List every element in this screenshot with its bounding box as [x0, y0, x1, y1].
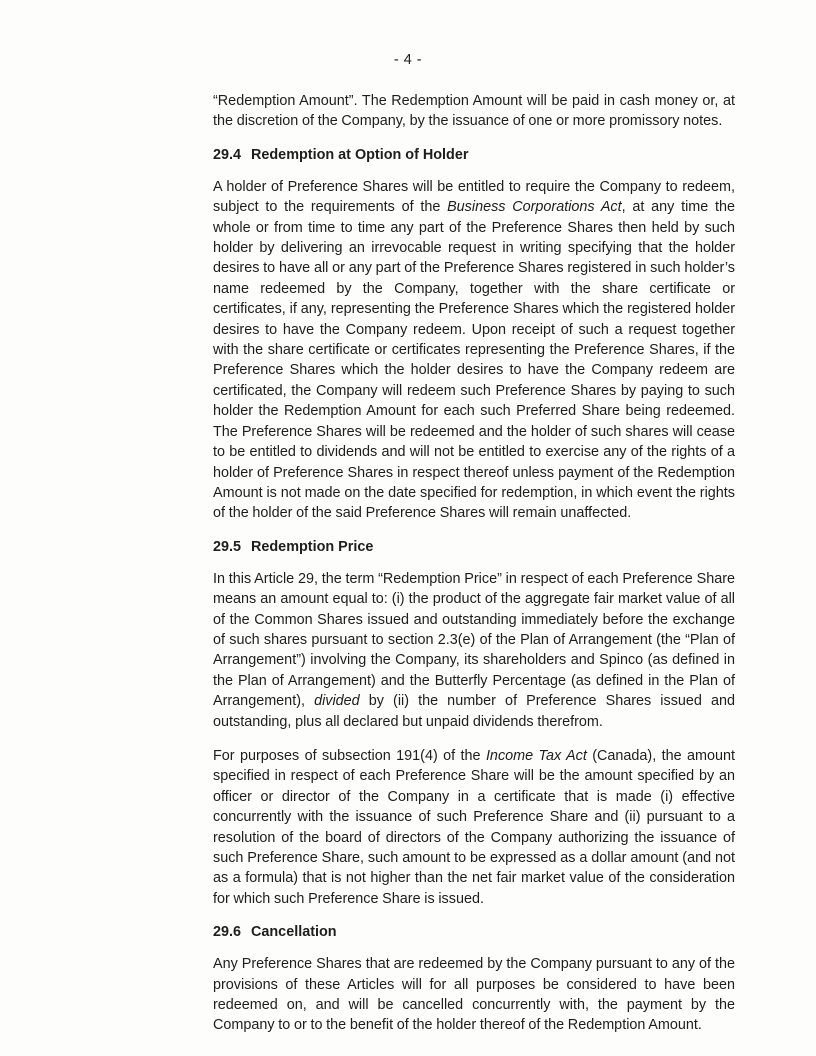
text-run: For purposes of subsection 191(4) of the [213, 747, 486, 764]
text-run: , at any time the whole or from time to time any part of the Preference Shares then held by such holder by delivering an irrevocable request in writing specifying that the holder desires to have all or any part of the Preference Shares registered in such holder’s name redeemed by the Company, together with the share certificate or certificates, if any, representing the Preference Shares which the registered holder desires to have the Company redeem. Upon receipt of such a request together with the share certificate or certificates representing the Preference Shares, if the Preference Shares which the holder desires to have the Company redeem are certificated, the Company will redeem such Preference Shares by paying to such holder the Redemption Amount for each such Preferred Share being redeemed. The Preference Shares will be redeemed and the holder of such shares will cease to be entitled to dividends and will not be entitled to exercise any of the rights of a holder of Preference Shares in respect thereof unless payment of the Redemption Amount is not made on the date specified for redemption, in which event the rights of the holder of the said Preference Shares will remain unaffected. [213, 199, 736, 522]
text-run: (Canada), the amount specified in respect of each Preference Share will be the amount specified by an officer or director of the Company in a certificate that is made (i) effective concurrently with the issuance of such Preference Share and (ii) pursuant to a resolution of the board of directors of the Company authorizing the issuance of such Preference Share, such amount to be expressed as a dollar amount (and not as a formula) that is not higher than the net fair market value of the consideration for which such Preference Share is issued. [213, 747, 736, 907]
section-heading-29-4 [213, 145, 735, 165]
section-29-4-paragraph [213, 177, 735, 524]
section-number: 29.4 [213, 146, 242, 163]
text-run: In this Article 29, the term “Redemption Price” in respect of each Preference Share means an amount equal to: (i) the product of the aggregate fair market value of all of the Common Shares issued and outstanding immediately before the exchange of such shares pursuant to section 2.3(e) of the Plan of Arrangement (the “Plan of Arrangement”) involving the Company, its shareholders and Spinco (as defined in the Plan of Arrangement) and the Butterfly Percentage (as defined in the Plan of Arrangement), [213, 570, 735, 710]
text-run: by (ii) the number of Preference Shares issued and outstanding, plus all declared but unpaid dividends therefrom. [213, 693, 735, 730]
section-number: 29.5 [213, 538, 242, 555]
section-title: Cancellation [251, 924, 337, 941]
paragraph-gap [213, 732, 735, 746]
section-heading-29-5 [213, 537, 735, 557]
italic-act-name: Income Tax Act [485, 747, 587, 764]
section-title: Redemption at Option of Holder [251, 146, 469, 163]
page-number: - 4 - [393, 52, 423, 68]
italic-term: divided [314, 693, 360, 710]
text-run: Any Preference Shares that are redeemed by the Company pursuant to any of the provisions of these Articles will for all purposes be considered to have been redeemed on, and will be cancelled concurrently with, the payment by the Company to or to the benefit of the holder thereof of the Redemption Amount. [213, 956, 735, 1034]
italic-act-name: Business Corporations Act [447, 199, 622, 216]
section-29-5-paragraph-1 [213, 569, 735, 732]
document-body [213, 91, 735, 1036]
intro-paragraph: “Redemption Amount”. The Redemption Amount will be paid in cash money or, at the discretion of the Company, by the issuance of one or more promissory notes. [213, 93, 735, 130]
section-29-5-paragraph-2 [213, 746, 735, 909]
text-run: A holder of Preference Shares will be entitled to require the Company to redeem, subject to the requirements of the [213, 178, 735, 216]
section-29-6-paragraph [213, 954, 735, 1036]
section-title: Redemption Price [251, 538, 374, 555]
section-number: 29.6 [213, 924, 242, 941]
section-heading-29-6 [213, 922, 735, 942]
